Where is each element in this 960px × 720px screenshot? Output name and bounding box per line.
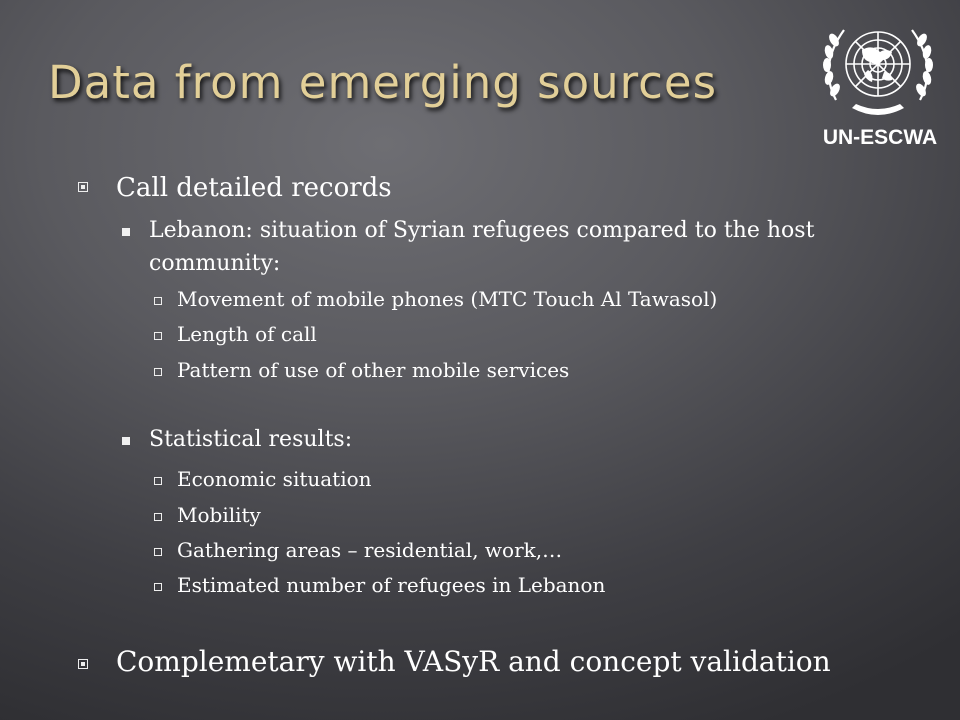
bullet-hollow-icon: [154, 513, 162, 521]
bullet-complementary-vasyr: Complemetary with VASyR and concept validation: [116, 645, 831, 678]
bullet-filled-icon: [122, 228, 130, 236]
bullet-call-detailed-records: Call detailed records: [116, 173, 392, 203]
bullet-statistical-results: Statistical results:: [149, 427, 353, 452]
bullet-mobility: Mobility: [177, 503, 261, 527]
bullet-hollow-icon: [154, 368, 162, 376]
bullet-gathering-areas: Gathering areas – residential, work,…: [177, 538, 563, 562]
bullet-movement-mobile-phones: Movement of mobile phones (MTC Touch Al Tawasol): [177, 287, 718, 311]
bullet-pattern-of-use: Pattern of use of other mobile services: [177, 358, 570, 382]
bullet-hollow-icon: [154, 548, 162, 556]
bullet-hollow-icon: [154, 297, 162, 305]
bullet-estimated-refugees: Estimated number of refugees in Lebanon: [177, 573, 606, 597]
bullet-economic-situation: Economic situation: [177, 467, 372, 491]
slide-title: Data from emerging sources: [48, 56, 718, 109]
bullet-hollow-icon: [154, 477, 162, 485]
bullet-lebanon-situation: Lebanon: situation of Syrian refugees compared to the host: [149, 218, 815, 243]
bullet-square-icon: [78, 659, 88, 669]
bullet-hollow-icon: [154, 332, 162, 340]
bullet-lebanon-situation-cont: community:: [149, 251, 281, 276]
organization-label: UN-ESCWA: [822, 126, 938, 149]
bullet-square-icon: [78, 182, 88, 192]
bullet-length-of-call: Length of call: [177, 322, 317, 346]
bullet-filled-icon: [122, 437, 130, 445]
bullet-hollow-icon: [154, 583, 162, 591]
